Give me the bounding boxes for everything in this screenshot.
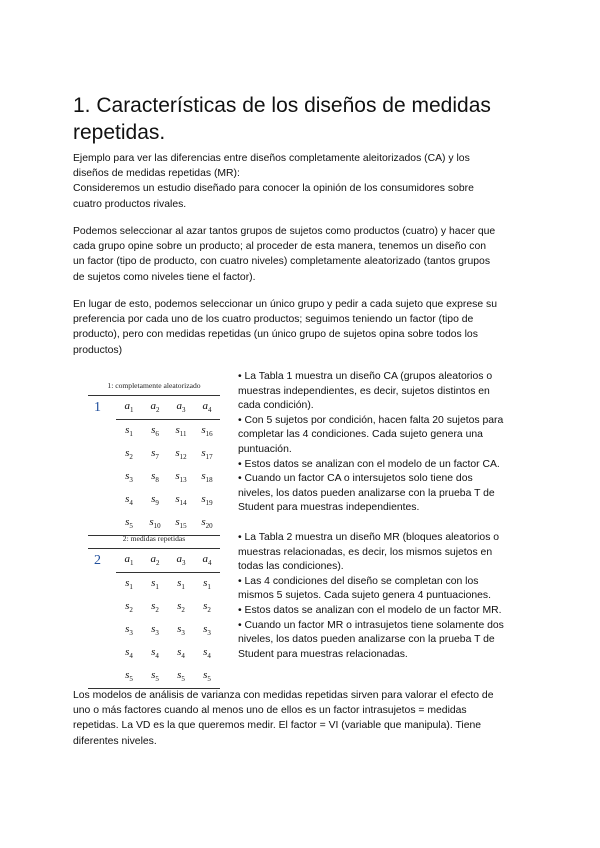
table-cell: $s_6$ [151,424,159,439]
table-cell: $s_{17}$ [201,447,213,462]
table-cell: $s_{13}$ [175,470,187,485]
note-line: muestras relacionadas, es decir, los mismos sujetos en [238,546,493,558]
text-line: un factor (tipo de producto, con cuatro niveles) completamente aleatorizado (tantos grupos [73,256,491,268]
table-cell: $s_1$ [203,577,211,592]
table-row [88,420,220,443]
heading-line: 1. Características de los diseños de medidas [73,94,491,117]
table-row [88,443,220,466]
table-cell: $s_{14}$ [175,493,187,508]
text-line: diferentes niveles. [73,735,157,747]
note-line: • Las 4 condiciones del diseño se completan con los [238,575,479,587]
table-cell: $s_3$ [151,623,159,638]
table-row [88,619,220,642]
table-cell: $s_5$ [151,669,159,684]
table-cell: $s_{18}$ [201,470,213,485]
text-line: Consideremos un estudio diseñado para conocer la opinión de los consumidores sobre [73,183,474,195]
header-cell: $a_2$ [150,400,160,415]
table-caption: 2: medidas repetidas [122,534,186,543]
table-cell: $s_3$ [125,623,133,638]
table-cell: $s_2$ [203,600,211,615]
note-line: todas las condiciones). [238,561,344,573]
note-line: • La Tabla 1 muestra un diseño CA (grupos aleatorios o [238,371,493,382]
table-cell: $s_1$ [125,424,133,439]
table-cell: $s_{15}$ [175,516,187,531]
header-cell: $a_1$ [124,553,134,568]
table-cell: $s_1$ [125,577,133,592]
table-row [88,642,220,665]
table-number: 1 [94,399,101,415]
text-line: Los modelos de análisis de varianza con medidas repetidas sirven para valorar el efecto de [73,690,494,701]
table-cell: $s_2$ [177,600,185,615]
text-line: Podemos seleccionar al azar tantos grupos de sujetos como productos (cuatro) y hacer que [73,226,496,237]
note-line: puntuación. [238,443,292,455]
header-cell: $a_3$ [176,553,186,568]
text-line: cada grupo opine sobre un producto; al proceder de esta manera, tenemos un diseño con [73,241,487,253]
table-cell: $s_{20}$ [201,516,213,531]
header-cell: $a_1$ [124,400,134,415]
table-cell: $s_7$ [151,447,159,462]
table-cell: $s_{10}$ [149,516,161,531]
table-row [88,466,220,489]
section-heading [73,92,533,146]
note-line: • Estos datos se analizan con el modelo de un factor CA. [238,458,500,470]
table-cell: $s_4$ [125,646,133,661]
note-line: completar las 4 condiciones. Cada sujeto genera una [238,429,483,441]
header-cell: $a_3$ [176,400,186,415]
text-line: repetidas. La VD es la que queremos medir. El factor = VI (variable que manipula). Tiene [73,720,482,732]
closing-paragraph [73,688,528,749]
table-row [88,489,220,512]
table-cell: $s_{12}$ [175,447,187,462]
text-line: preferencia por cada uno de los cuatro productos; seguimos teniendo un factor (tipo de [73,314,474,326]
text-line: cuatro productos rivales. [73,198,187,210]
table-cell: $s_4$ [125,493,133,508]
heading-line: repetidas. [73,121,166,144]
note-line: cada condición). [238,400,314,412]
table-cell: $s_9$ [151,493,159,508]
table-cell: $s_4$ [177,646,185,661]
text-line: productos) [73,344,123,356]
table-cell: $s_3$ [125,470,133,485]
note-line: niveles, los datos pueden analizarse con la prueba T de [238,487,495,499]
table-cell: $s_{16}$ [201,424,213,439]
text-line: de sujetos como niveles tiene el factor). [73,271,256,283]
table-cell: $s_5$ [203,669,211,684]
note-line: • Cuando un factor MR o intrasujetos tiene solamente dos [238,619,504,631]
table-row [88,665,220,688]
mr-paragraph [73,297,528,358]
table-header-row [88,549,220,572]
note-line: Student para muestras relacionadas. [238,648,408,660]
table-cell: $s_4$ [151,646,159,661]
note-line: • Con 5 sujetos por condición, hacen falta 20 sujetos para [238,414,504,426]
table-cell: $s_1$ [177,577,185,592]
text-line: uno o más factores cuando al menos uno de ellos es un factor intrasujetos = medidas [73,705,467,717]
table-cell: $s_2$ [125,600,133,615]
table-header-row [88,396,220,419]
note-line: niveles, los datos pueden analizarse con la prueba T de [238,634,495,646]
header-cell: $a_4$ [202,400,212,415]
table-cell: $s_8$ [151,470,159,485]
table-cell: $s_2$ [151,600,159,615]
table2-notes [238,531,528,662]
table-completely-randomized [88,379,220,536]
table-row [88,596,220,619]
header-cell: $a_2$ [150,553,160,568]
table1-notes [238,370,528,516]
table-number: 2 [94,552,101,568]
note-line: • Estos datos se analizan con el modelo de un factor MR. [238,604,502,616]
table-cell: $s_5$ [125,516,133,531]
text-line: En lugar de esto, podemos seleccionar un único grupo y pedir a cada sujeto que exprese su [73,299,497,310]
text-line: producto), pero con medidas repetidas (un único grupo de sujetos opina sobre todos los [73,329,478,341]
ca-paragraph [73,224,528,285]
table-cell: $s_{11}$ [175,424,187,439]
note-line: • Cuando un factor CA o intersujetos solo tiene dos [238,473,473,485]
header-cell: $a_4$ [202,553,212,568]
table-cell: $s_4$ [203,646,211,661]
table-cell: $s_1$ [151,577,159,592]
table-cell: $s_5$ [125,669,133,684]
table-cell: $s_5$ [177,669,185,684]
text-line: Ejemplo para ver las diferencias entre diseños completamente aleitorizados (CA) y los [73,153,470,164]
table-cell: $s_3$ [203,623,211,638]
table-cell: $s_3$ [177,623,185,638]
note-line: • La Tabla 2 muestra un diseño MR (bloques aleatorios o [238,532,500,543]
note-line: muestras independientes, es decir, sujetos distintos en [238,385,490,397]
table-cell: $s_{19}$ [201,493,213,508]
intro-paragraph [73,151,528,212]
note-line: Student para muestras independientes. [238,502,420,514]
note-line: mismos 5 sujetos. Cada sujeto genera 4 puntuaciones. [238,590,491,602]
table-caption: 1: completamente aleatorizado [107,381,201,390]
table-cell: $s_2$ [125,447,133,462]
text-line: diseños de medidas repetidas (MR): [73,168,240,180]
table-row [88,573,220,596]
table-repeated-measures [88,532,220,689]
